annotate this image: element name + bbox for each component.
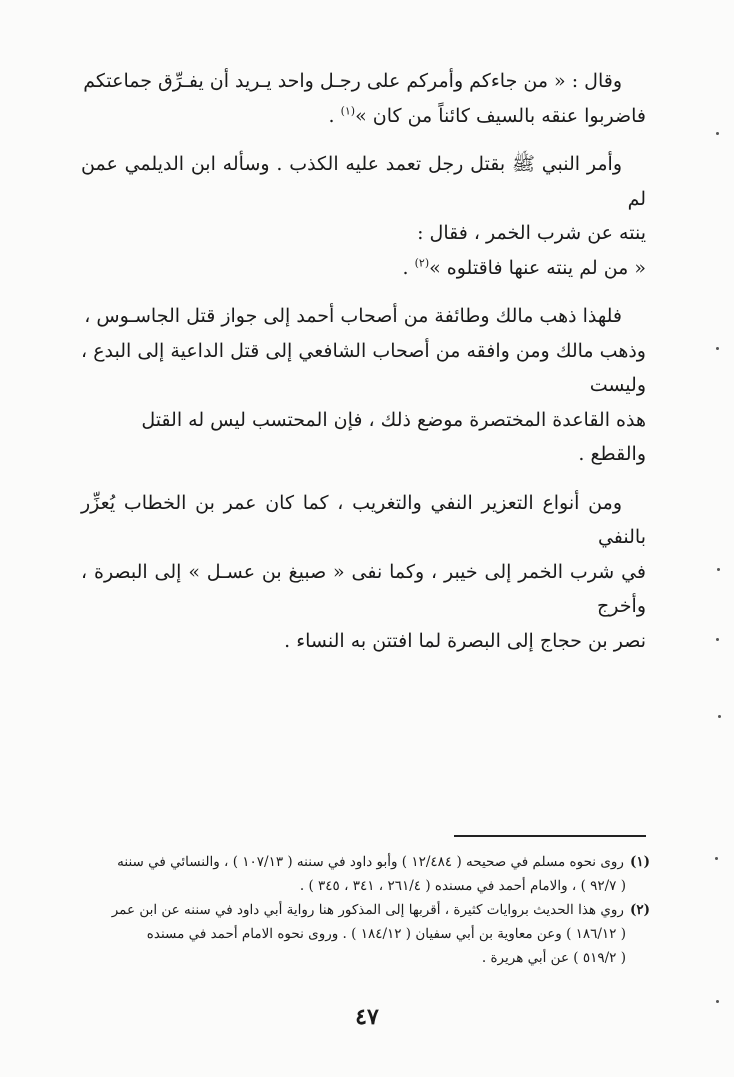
page-number: ٤٧ [355, 1004, 379, 1030]
footnote-line: (٢)روي هذا الحديث بروايات كثيرة ، أقربها إلى المذكور هنا رواية أبي داود في سننه عن ابن عمر [111, 902, 650, 918]
text-line: وأمر النبي ﷺ بقتل رجل تعمد عليه الكذب . وسأله ابن الديلمي عمن لم [81, 153, 646, 210]
footnote-ref[interactable]: (١) [340, 104, 356, 118]
footnotes [80, 850, 650, 970]
text-line: وقال : « من جاءكم وأمركم على رجـل واحد يـريد أن يفـرِّق جماعتكم [83, 70, 622, 92]
text-line: وذهب مالك ومن وافقه من أصحاب الشافعي إلى قتل الداعية إلى البدع ، وليست [81, 339, 646, 396]
footnote-line: ( ٩٢/٧ ) ، والامام أحمد في مسنده ( ٢٦١/٤ ، ٣٤١ ، ٣٤٥ ) . [299, 878, 626, 894]
paragraph-4 [81, 486, 646, 659]
text-line: هذه القاعدة المختصرة موضع ذلك ، فإن المحتسب ليس له القتل والقطع . [141, 408, 646, 465]
footnote-divider [454, 835, 646, 837]
footnote-ref[interactable]: (٢) [414, 256, 430, 270]
footnote-line: (١)روى نحوه مسلم في صحيحه ( ١٢/٤٨٤ ) وأبو داود في سننه ( ١٠٧/١٣ ) ، والنسائي في سننه [117, 854, 650, 870]
text-line: فاضربوا عنقه بالسيف كائناً من كان »$^{(١)}$ . [328, 104, 646, 127]
footnote-number: (٢) [629, 902, 650, 918]
main-text [81, 64, 646, 672]
paragraph-2 [81, 147, 646, 285]
footnote-line: ( ١٨٦/١٢ ) وعن معاوية بن أبي سفيان ( ١٨٤/١٢ ) . وروى نحوه الامام أحمد في مسنده [146, 926, 626, 942]
scan-speck [715, 857, 718, 860]
scan-speck [716, 638, 719, 641]
paragraph-1 [81, 64, 646, 133]
text-line: نصر بن حجاج إلى البصرة لما افتتن به النساء . [284, 629, 646, 652]
scan-speck [716, 1000, 719, 1003]
text-line: « من لم ينته عنها فاقتلوه »$^{(٢)}$ . [402, 256, 646, 279]
footnote-1 [80, 850, 650, 898]
scan-speck [716, 132, 719, 135]
paragraph-3 [81, 299, 646, 472]
footnote-line: ( ٥١٩/٢ ) عن أبي هريرة . [481, 950, 626, 966]
footnote-number: (١) [629, 854, 650, 870]
scan-speck [717, 568, 720, 571]
scan-speck [718, 715, 721, 718]
text-line: فلهذا ذهب مالك وطائفة من أصحاب أحمد إلى جواز قتل الجاسـوس ، [84, 305, 622, 327]
scan-speck [716, 347, 719, 350]
text-line: في شرب الخمر إلى خيبر ، وكما نفى « صبيغ بن عسـل » إلى البصرة ، وأخرج [81, 560, 646, 617]
footnote-2 [80, 898, 650, 970]
text-line: ينته عن شرب الخمر ، فقال : [417, 222, 646, 244]
text-line: ومن أنواع التعزير النفي والتغريب ، كما كان عمر بن الخطاب يُعزِّر بالنفي [81, 491, 646, 548]
